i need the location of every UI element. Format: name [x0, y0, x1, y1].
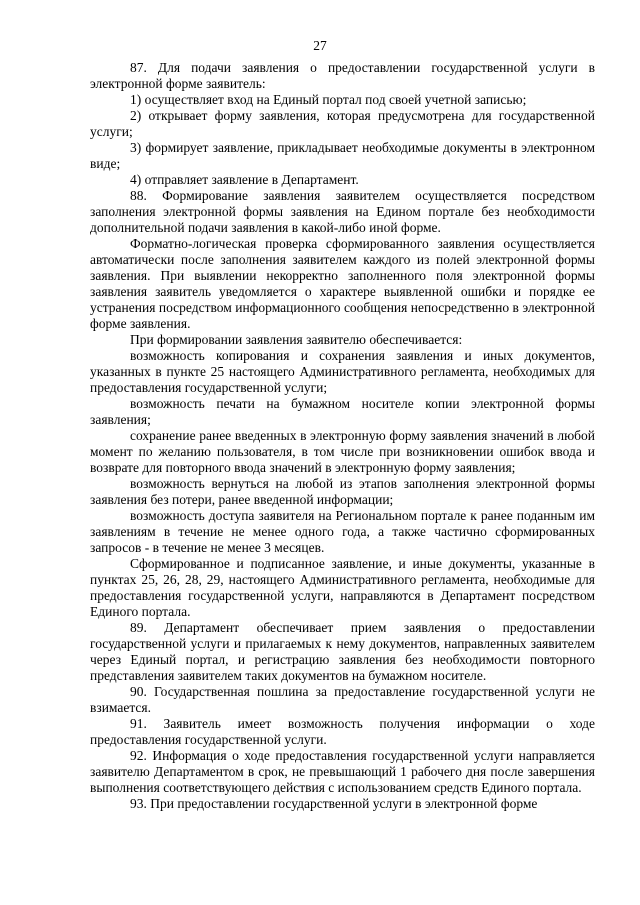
paragraph-93: 93. При предоставлении государственной услуги в электронной форме [130, 796, 538, 811]
list-item-1: 1) осуществляет вход на Единый портал под своей учетной записью; [130, 92, 527, 107]
paragraph-87: 87. Для подачи заявления о предоставлении государственной услуги в электронной форме заявитель: [90, 60, 595, 91]
paragraph-provided-intro: При формировании заявления заявителю обеспечивается: [130, 332, 463, 347]
paragraph-validation: Форматно-логическая проверка сформированного заявления осуществляется автоматически после заполнения заявителем каждого из полей электронной формы заявления. При выявлении некорректно заполненного поля электронной формы заявления заявитель уведомляется о характере выявленной ошибки и порядке ее устранения посредством информационного сообщения непосредственно в электронной форме заявления. [90, 236, 595, 331]
provided-item-print: возможность печати на бумажном носителе копии электронной формы заявления; [90, 396, 595, 427]
paragraph-89: 89. Департамент обеспечивает прием заявления о предоставлении государственной услуги и прилагаемых к нему документов, направленных заявителем через Единый портал, и регистрацию заявления без необходимости повторного представления заявителем таких документов на бумажном носителе. [90, 620, 595, 683]
document-body [90, 60, 595, 812]
list-item-3: 3) формирует заявление, прикладывает необходимые документы в электронном виде; [90, 140, 595, 171]
paragraph-91: 91. Заявитель имеет возможность получения информации о ходе предоставления государственной услуги. [90, 716, 595, 747]
provided-item-save: сохранение ранее введенных в электронную форму заявления значений в любой момент по желанию пользователя, в том числе при возникновении ошибок ввода и возврате для повторного ввода значений в электронную форму заявления; [90, 428, 595, 475]
provided-item-return: возможность вернуться на любой из этапов заполнения электронной формы заявления без потери, ранее введенной информации; [90, 476, 595, 507]
list-item-4: 4) отправляет заявление в Департамент. [130, 172, 359, 187]
paragraph-90: 90. Государственная пошлина за предоставление государственной услуги не взимается. [90, 684, 595, 715]
list-item-2: 2) открывает форму заявления, которая предусмотрена для государственной услуги; [90, 108, 595, 139]
provided-item-access: возможность доступа заявителя на Региональном портале к ранее поданным им заявлениям в течение не менее одного года, а также частично сформированных запросов - в течение не менее 3 месяцев. [90, 508, 595, 555]
page-number: 27 [313, 38, 327, 53]
paragraph-92: 92. Информация о ходе предоставления государственной услуги направляется заявителю Департаментом в срок, не превышающий 1 рабочего дня после завершения выполнения соответствующего действия с использованием средств Единого портала. [90, 748, 595, 795]
paragraph-submission: Сформированное и подписанное заявление, и иные документы, указанные в пунктах 25, 26, 28, 29, настоящего Административного регламента, необходимые для предоставления государственной услуги, направляются в Департамент посредством Единого портала. [90, 556, 595, 619]
provided-item-copy: возможность копирования и сохранения заявления и иных документов, указанных в пункте 25 настоящего Административного регламента, необходимых для предоставления государственной услуги; [90, 348, 595, 395]
paragraph-88: 88. Формирование заявления заявителем осуществляется посредством заполнения электронной формы заявления на Едином портале без необходимости дополнительной подачи заявления в какой-либо иной форме. [90, 188, 595, 235]
